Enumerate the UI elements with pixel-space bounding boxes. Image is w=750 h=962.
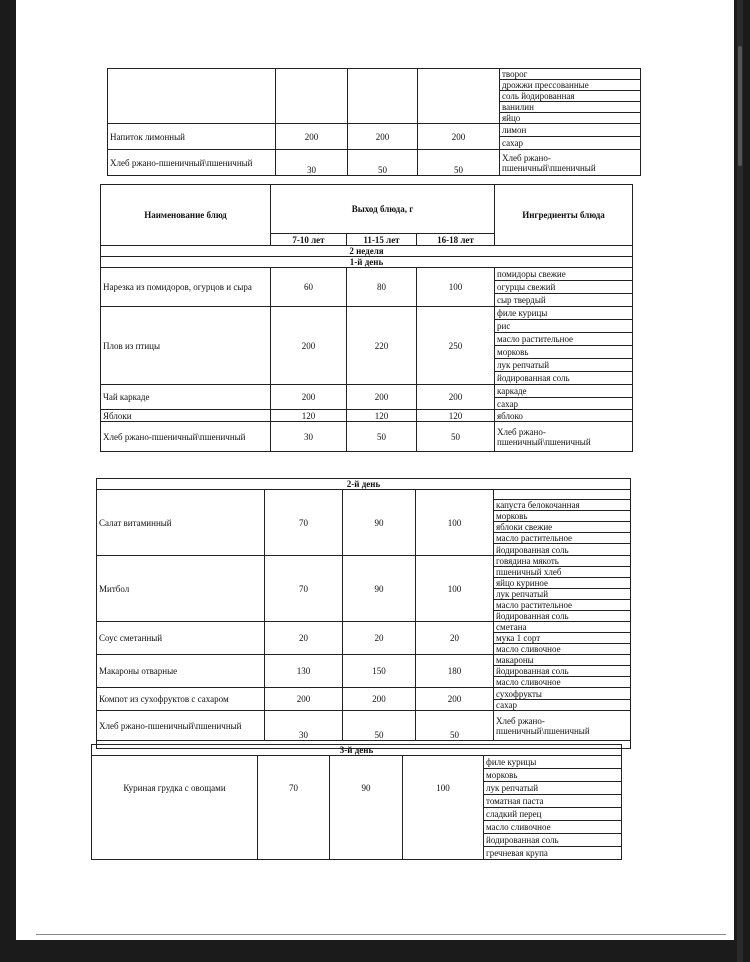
dish-name: Хлеб ржано-пшеничный\пшеничный xyxy=(101,422,271,452)
ingredient: яблоко xyxy=(495,410,633,422)
yield-16-18: 120 xyxy=(417,410,495,422)
menu-table-day2 xyxy=(96,478,631,749)
ingredient: гречневая крупа xyxy=(484,847,622,860)
ingredient: говядина мякоть xyxy=(494,556,631,567)
yield-11-15: 80 xyxy=(347,268,417,307)
ingredient: сахар xyxy=(494,700,631,711)
ingredient: сухофрукты xyxy=(494,688,631,700)
header-yield: Выход блюда, г xyxy=(271,185,495,234)
yield-16-18: 50 xyxy=(418,150,500,176)
ingredient: йодированная соль xyxy=(494,611,631,622)
dish-name: Салат витаминный xyxy=(97,490,265,556)
yield-16-18: 100 xyxy=(403,756,484,860)
yield-11-15: 20 xyxy=(343,622,416,655)
yield-7-10: 70 xyxy=(265,490,343,556)
yield-7-10: 120 xyxy=(271,410,347,422)
ingredient: масло сливочное xyxy=(484,821,622,834)
yield-11-15: 90 xyxy=(343,556,416,622)
yield-7-10: 200 xyxy=(271,385,347,410)
yield-16-18: 200 xyxy=(417,385,495,410)
yield-16-18: 20 xyxy=(416,622,494,655)
yield-11-15: 50 xyxy=(347,422,417,452)
ingredient: Хлеб ржано-пшеничный\пшеничный xyxy=(495,422,633,452)
ingredient: морковь xyxy=(495,346,633,359)
yield-7-10: 70 xyxy=(258,756,330,860)
ingredient: филе курицы xyxy=(484,756,622,769)
yield-7-10: 200 xyxy=(265,688,343,711)
yield-16-18: 100 xyxy=(416,556,494,622)
yield-11-15: 90 xyxy=(330,756,403,860)
ingredient: ванилин xyxy=(500,102,641,113)
yield-11-15: 200 xyxy=(347,385,417,410)
yield-16-18: 50 xyxy=(416,711,494,741)
dish-name: Хлеб ржано-пшеничный\пшеничный xyxy=(108,150,276,176)
yield-16-18: 180 xyxy=(416,655,494,688)
ingredient: масло растительное xyxy=(494,533,631,544)
header-age-16-18: 16-18 лет xyxy=(417,234,495,246)
dish-name: Соус сметанный xyxy=(97,622,265,655)
menu-table-top xyxy=(107,68,641,176)
ingredient: огурцы свежий xyxy=(495,281,633,294)
dish-name: Макароны отварные xyxy=(97,655,265,688)
ingredient: яйцо куриное xyxy=(494,578,631,589)
ingredient: томатная паста xyxy=(484,795,622,808)
ingredient: морковь xyxy=(494,511,631,522)
yield-11-15: 200 xyxy=(343,688,416,711)
ingredient: сыр твердый xyxy=(495,294,633,307)
ingredient: Хлеб ржано-пшеничный\пшеничный xyxy=(494,711,631,741)
ingredient: рис xyxy=(495,320,633,333)
dish-name: Хлеб ржано-пшеничный\пшеничный xyxy=(97,711,265,741)
yield-11-15: 220 xyxy=(347,307,417,385)
week-title: 2 неделя xyxy=(101,246,633,257)
yield-7-10: 30 xyxy=(271,422,347,452)
day-title: 2-й день xyxy=(97,479,631,490)
menu-table-day3 xyxy=(91,744,622,860)
ingredient: яблоки свежие xyxy=(494,522,631,533)
ingredient: морковь xyxy=(484,769,622,782)
ingredient: йодированная соль xyxy=(494,544,631,556)
page-edge xyxy=(36,934,726,935)
dish-name: Куриная грудка с овощами xyxy=(92,756,258,860)
header-age-7-10: 7-10 лет xyxy=(271,234,347,246)
yield-11-15: 50 xyxy=(343,711,416,741)
yield-16-18: 50 xyxy=(417,422,495,452)
ingredient: сладкий перец xyxy=(484,808,622,821)
dish-name: Плов из птицы xyxy=(101,307,271,385)
ingredient: лук репчатый xyxy=(484,782,622,795)
ingredient: соль йодированная xyxy=(500,91,641,102)
ingredient: капуста белокочанная xyxy=(494,500,631,511)
ingredient: сахар xyxy=(495,398,633,410)
ingredient: каркаде xyxy=(495,385,633,398)
ingredient: сметана xyxy=(494,622,631,633)
ingredient: масло растительное xyxy=(494,600,631,611)
day-title: 3-й день xyxy=(92,745,622,756)
ingredient: яйцо xyxy=(500,113,641,124)
yield-7-10: 200 xyxy=(271,307,347,385)
ingredient: сахар xyxy=(500,137,641,150)
yield-7-10: 60 xyxy=(271,268,347,307)
ingredient: масло растительное xyxy=(495,333,633,346)
ingredient: масло сливочное xyxy=(494,677,631,688)
dish-name: Напиток лимонный xyxy=(108,124,276,150)
dish-name: Чай каркаде xyxy=(101,385,271,410)
yield-11-15: 50 xyxy=(348,150,418,176)
header-age-11-15: 11-15 лет xyxy=(347,234,417,246)
dish-cell xyxy=(108,69,276,124)
yield-7-10: 70 xyxy=(265,556,343,622)
yield-7-10: 200 xyxy=(276,124,348,150)
ingredient: лук репчатый xyxy=(495,359,633,372)
yield-7-10: 20 xyxy=(265,622,343,655)
dish-name: Компот из сухофруктов с сахаром xyxy=(97,688,265,711)
yield-11-15: 90 xyxy=(343,490,416,556)
header-ingredients: Ингредиенты блюда xyxy=(495,185,633,246)
ingredient: йодированная соль xyxy=(495,372,633,385)
ingredient: йодированная соль xyxy=(484,834,622,847)
yield-11-15: 200 xyxy=(348,124,418,150)
yield-16-18: 100 xyxy=(416,490,494,556)
day-title: 1-й день xyxy=(101,257,633,268)
ingredient: мука 1 сорт xyxy=(494,633,631,644)
ingredient: помидоры свежие xyxy=(495,268,633,281)
ingredient: лук репчатый xyxy=(494,589,631,600)
yield-7-10: 30 xyxy=(276,150,348,176)
yield-11-15: 120 xyxy=(347,410,417,422)
dish-name: Митбол xyxy=(97,556,265,622)
yield-16-18: 200 xyxy=(416,688,494,711)
ingredient: Хлеб ржано-пшеничный\пшеничный xyxy=(500,150,641,176)
ingredient: масло сливочное xyxy=(494,644,631,655)
ingredient: йодированная соль xyxy=(494,666,631,677)
menu-table-week2 xyxy=(100,184,633,452)
ingredient: творог xyxy=(500,69,641,80)
ingredient: дрожжи прессованные xyxy=(500,80,641,91)
yield-16-18: 250 xyxy=(417,307,495,385)
ingredient: лимон xyxy=(500,124,641,137)
yield-16-18: 100 xyxy=(417,268,495,307)
yield-16-18: 200 xyxy=(418,124,500,150)
dish-name: Яблоки xyxy=(101,410,271,422)
header-dish-name: Наименование блюд xyxy=(101,185,271,246)
scrollbar-thumb[interactable] xyxy=(738,46,742,166)
yield-7-10: 30 xyxy=(265,711,343,741)
dish-name: Нарезка из помидоров, огурцов и сыра xyxy=(101,268,271,307)
ingredient: филе курицы xyxy=(495,307,633,320)
yield-7-10: 130 xyxy=(265,655,343,688)
ingredient: макароны xyxy=(494,655,631,666)
ingredient: пшеничный хлеб xyxy=(494,567,631,578)
yield-11-15: 150 xyxy=(343,655,416,688)
